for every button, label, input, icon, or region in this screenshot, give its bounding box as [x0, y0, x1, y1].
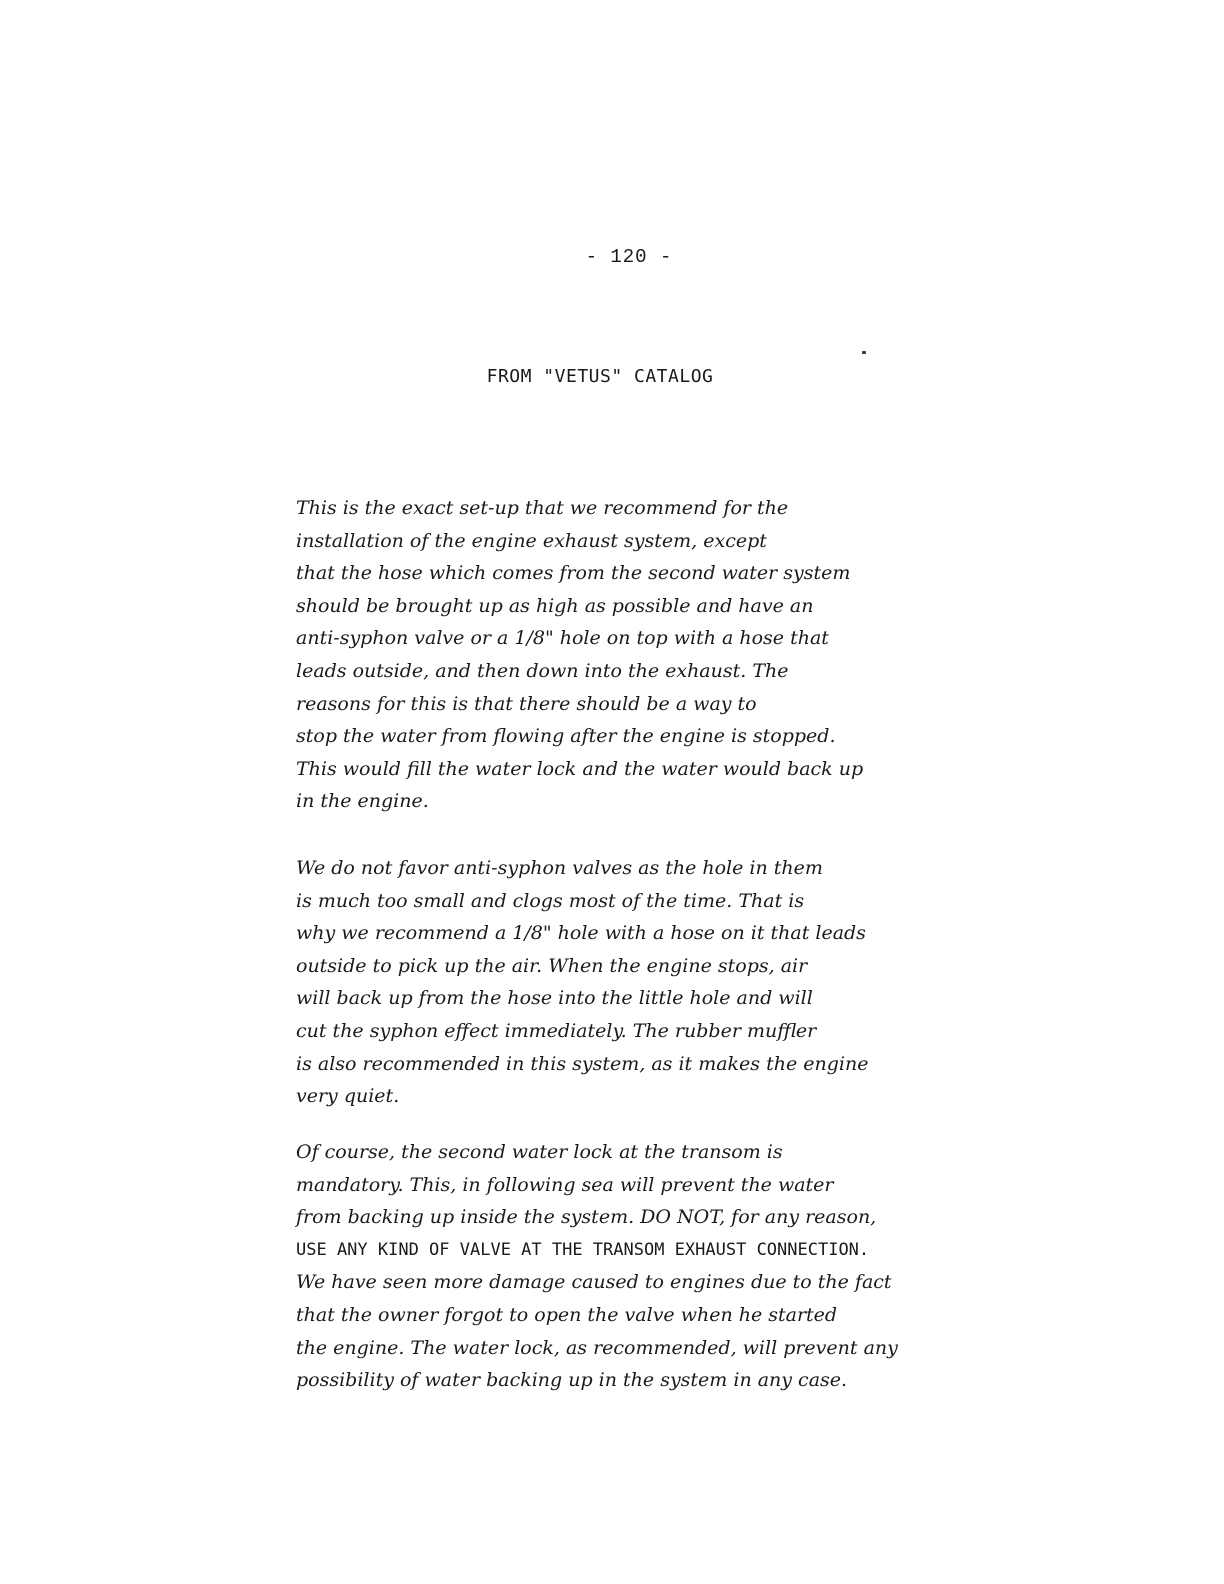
- text-line: We have seen more damage caused to engines due to the fact: [296, 1271, 892, 1294]
- page-number: - 120 -: [585, 246, 673, 268]
- scan-speck: [862, 351, 866, 354]
- text-line: in the engine.: [296, 790, 429, 813]
- text-line: We do not favor anti-syphon valves as the hole in them: [296, 857, 823, 879]
- text-line: is also recommended in this system, as it makes the engine: [296, 1052, 869, 1075]
- text-line: the engine. The water lock, as recommended, will prevent any: [296, 1336, 898, 1359]
- page-heading: FROM "VETUS" CATALOG: [486, 366, 714, 387]
- text-line: leads outside, and then down into the exhaust. The: [296, 659, 789, 682]
- text-line: that the owner forgot to open the valve when he started: [296, 1303, 838, 1326]
- paragraph-setup-recommendation: [296, 492, 863, 818]
- text-line: mandatory. This, in following sea will prevent the water: [296, 1173, 834, 1196]
- text-line: from backing up inside the system. DO NOT, for any reason,: [296, 1206, 877, 1229]
- text-line: possibility of water backing up in the system in any case.: [296, 1369, 848, 1392]
- text-line: that the hose which comes from the second water system: [296, 562, 851, 585]
- paragraph-transom-water-lock: [296, 1136, 898, 1397]
- paragraph-anti-syphon: [296, 852, 868, 1113]
- text-line: stop the water from flowing after the engine is stopped.: [296, 725, 836, 748]
- text-line: outside to pick up the air. When the engine stops, air: [296, 954, 808, 977]
- text-line: This would fill the water lock and the water would back up: [296, 757, 864, 780]
- text-line: why we recommend a 1/8" hole with a hose on it that leads: [296, 922, 866, 945]
- text-line: should be brought up as high as possible and have an: [296, 594, 814, 617]
- text-line: cut the syphon effect immediately. The rubber muffler: [296, 1019, 817, 1042]
- text-line: anti-syphon valve or a 1/8" hole on top with a hose that: [296, 627, 829, 650]
- text-line: very quiet.: [296, 1085, 400, 1108]
- text-line: will back up from the hose into the little hole and will: [296, 987, 813, 1010]
- text-line: Of course, the second water lock at the transom is: [296, 1141, 783, 1163]
- text-line: This is the exact set-up that we recommend for the: [296, 497, 789, 519]
- text-line: is much too small and clogs most of the time. That is: [296, 889, 805, 912]
- text-line: installation of the engine exhaust system, except: [296, 529, 767, 552]
- text-line-warning: USE ANY KIND OF VALVE AT THE TRANSOM EXHAUST CONNECTION.: [296, 1239, 870, 1260]
- text-line: reasons for this is that there should be a way to: [296, 692, 757, 715]
